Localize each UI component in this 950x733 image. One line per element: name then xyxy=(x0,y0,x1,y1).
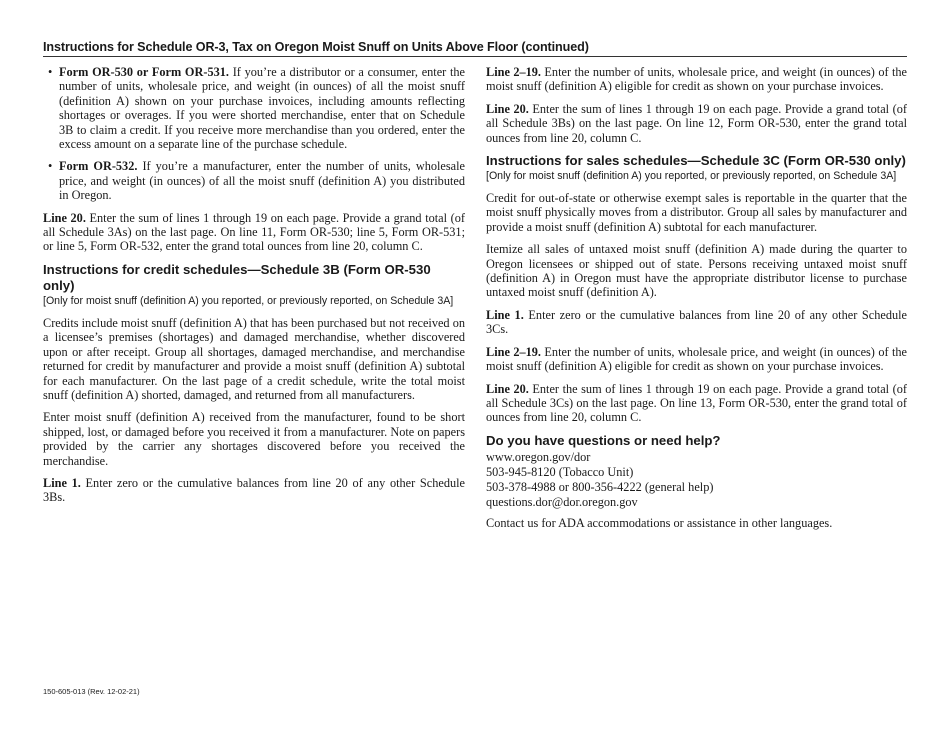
sales-schedules-heading: Instructions for sales schedules—Schedule 3C (Form OR-530 only) xyxy=(486,153,906,169)
line-term: Line 20. xyxy=(486,101,529,116)
line-term: Line 1. xyxy=(43,475,81,490)
form-bullet-list xyxy=(43,65,465,203)
credit-paragraph-1: Credits include moist snuff (definition A) that has been purchased but not received on a licensee’s premises (shortages) and damaged merchandise, whether discovered upon or after receipt. Group all shortages, damaged merchandise, and merchandise returned for credit by manufacturer and provide a moist snuff (definition A) subtotal for each manufacturer. On the last page of a credit schedule, write the total moist snuff (definition A) shorted, damaged, and returned from all manufacturers. xyxy=(43,315,465,402)
line-term: Line 2–19. xyxy=(486,344,541,359)
left-column xyxy=(43,65,465,513)
bullet-term: Form OR-532. xyxy=(59,159,138,174)
right-column xyxy=(486,65,907,538)
credit-schedules-subtitle: [Only for moist snuff (definition A) you reported, or previously reported, on Schedule 3A] xyxy=(43,294,454,307)
email-link[interactable]: questions.dor@dor.oregon.gov xyxy=(486,494,638,509)
phone-general-help: 503-378-4988 or 800-356-4222 (general help) xyxy=(486,479,714,494)
sales-paragraph-1: Credit for out-of-state or otherwise exempt sales is reportable in the quarter that the moist snuff physically moves from a distributor. Group all sales by manufacturer and provide a moist snuff (definition A) subtotal for each manufacturer. xyxy=(486,191,907,234)
line20-paragraph xyxy=(43,211,465,254)
website-link[interactable]: www.oregon.gov/dor xyxy=(486,449,591,464)
line-text: Enter the sum of lines 1 through 19 on each page. Provide a grand total (of all Schedule 3Cs) on the last page. On line 13, Form OR-530, enter the grand total of ounces from line 20, column C. xyxy=(486,381,907,425)
line-text: Enter zero or the cumulative balances from line 20 of any other Schedule 3Bs. xyxy=(43,475,465,505)
line-text: Enter the number of units, wholesale price, and weight (in ounces) of the moist snuff (definition A) eligible for credit as shown on your purchase invoices. xyxy=(486,344,907,374)
line20-paragraph xyxy=(486,382,907,425)
bullet-term: Form OR-530 or Form OR-531. xyxy=(59,65,229,79)
bullet-text: If you’re a manufacturer, enter the number of units, wholesale price, and weight (in ounces) of all the moist snuff (definition A) you distributed in Oregon. xyxy=(59,159,465,203)
line-text: Enter the sum of lines 1 through 19 on each page. Provide a grand total (of all Schedule 3As) on the last page. On line 11, Form OR-530; line 5, Form OR-531; or line 5, Form OR-532, enter the grand total ounces from line 20, column C. xyxy=(43,210,465,254)
contact-block xyxy=(486,450,907,510)
bullet-icon: • xyxy=(48,65,53,79)
line20-paragraph xyxy=(486,102,907,145)
line-text: Enter zero or the cumulative balances from line 20 of any other Schedule 3Cs. xyxy=(486,307,907,337)
page-title: Instructions for Schedule OR-3, Tax on Oregon Moist Snuff on Units Above Floor (continued) xyxy=(43,40,907,57)
list-item xyxy=(43,159,465,202)
line1-paragraph xyxy=(486,308,907,337)
credit-paragraph-2: Enter moist snuff (definition A) received from the manufacturer, found to be short shipped, lost, or damaged before you received it from a manufacturer. Note on papers provided by the carrier any shortages discovered before you received the merchandise. xyxy=(43,410,465,468)
bullet-icon: • xyxy=(48,159,53,174)
line-text: Enter the sum of lines 1 through 19 on each page. Provide a grand total (of all Schedule 3Bs) on the last page. On line 12, Form OR-530, enter the grand total ounces from line 20, column C. xyxy=(486,101,907,145)
credit-schedules-heading: Instructions for credit schedules—Schedule 3B (Form OR-530 only) xyxy=(43,261,431,293)
phone-tobacco-unit: 503-945-8120 (Tobacco Unit) xyxy=(486,464,634,479)
line2-19-paragraph xyxy=(486,345,907,374)
line-term: Line 1. xyxy=(486,307,524,322)
list-item xyxy=(43,65,465,151)
line2-19-paragraph xyxy=(486,65,907,94)
line1-paragraph xyxy=(43,476,465,505)
help-heading: Do you have questions or need help? xyxy=(486,432,721,448)
line-term: Line 2–19. xyxy=(486,65,541,79)
line-term: Line 20. xyxy=(43,210,86,225)
line-text: Enter the number of units, wholesale price, and weight (in ounces) of the moist snuff (definition A) eligible for credit as shown on your purchase invoices. xyxy=(486,65,907,94)
line-term: Line 20. xyxy=(486,381,529,396)
sales-schedules-subtitle: [Only for moist snuff (definition A) you reported, or previously reported, on Schedule 3A] xyxy=(486,170,897,183)
ada-note: Contact us for ADA accommodations or assistance in other languages. xyxy=(486,515,833,530)
form-number: 150-605-013 (Rev. 12-02-21) xyxy=(43,687,140,696)
sales-paragraph-2: Itemize all sales of untaxed moist snuff (definition A) made during the quarter to Oregon licensees or shipped out of state. Persons receiving untaxed moist snuff (definition A) in Oregon must have the appropriate distributor license to purchase untaxed moist snuff (definition A). xyxy=(486,242,907,300)
bullet-text: If you’re a distributor or a consumer, enter the number of units, wholesale price, and weight (in ounces) of all the moist snuff (definition A) shown on your purchase invoices, including amounts reflecting shortages or overages. If you were shorted merchandise, enter that on Schedule 3B to claim a credit. If you receive more merchandise than you ordered, enter the excess amount on a separate line of the purchase schedule. xyxy=(59,65,465,152)
